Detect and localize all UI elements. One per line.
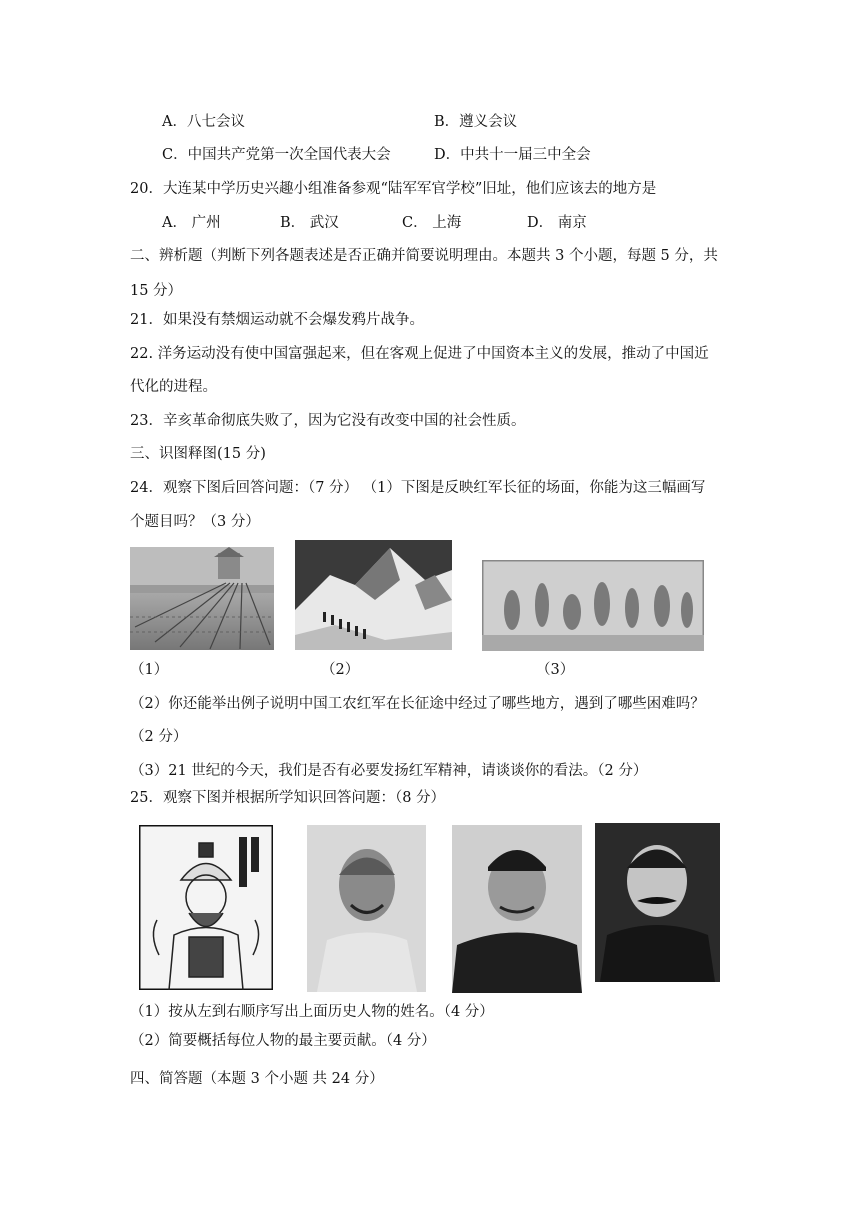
q24-text: 24．观察下图后回答问题：（7 分） （1）下图是反映红军长征的场面，你能为这三幅画写 — [130, 480, 706, 496]
q22-text-cont: 代化的进程。 — [130, 379, 217, 395]
q25-2-text: （2）简要概括每位人物的最主要贡献。（4 分） — [130, 1033, 436, 1049]
long-march-photo-snow-mountain — [295, 540, 452, 650]
long-march-photo-bridge — [130, 547, 274, 650]
q24-3-text: （3）21 世纪的今天，我们是否有必要发扬红军精神，请谈谈你的看法。（2 分） — [130, 763, 648, 779]
q20-option-c: C． 上海 — [402, 215, 462, 231]
q24-2-text: （2）你还能举出例子说明中国工农红军在长征途中经过了哪些地方，遇到了哪些困难吗？ — [130, 696, 705, 712]
section2-heading-cont: 15 分） — [130, 283, 183, 299]
section3-heading: 三、识图释图(15 分) — [130, 446, 266, 462]
q21-text: 21．如果没有禁烟运动就不会爆发鸦片战争。 — [130, 312, 424, 328]
q20-option-a: A． 广州 — [162, 215, 221, 231]
section4-heading: 四、简答题（本题 3 个小题 共 24 分） — [130, 1071, 384, 1087]
long-march-photo-grassland — [482, 560, 704, 651]
q19-option-d: D．中共十一届三中全会 — [434, 147, 591, 163]
q20-option-d: D． 南京 — [527, 215, 587, 231]
portrait-photo-man-2 — [452, 825, 582, 993]
q24-text-cont: 个题目吗？（3 分） — [130, 514, 260, 530]
portrait-drawing-official — [139, 825, 273, 990]
q19-option-a: A．八七会议 — [162, 114, 245, 130]
q19-option-b: B．遵义会议 — [434, 114, 518, 130]
q19-option-c: C．中国共产党第一次全国代表大会 — [162, 147, 391, 163]
portrait-photo-man-3 — [595, 823, 720, 982]
q25-1-text: （1）按从左到右顺序写出上面历史人物的姓名。（4 分） — [130, 1004, 494, 1020]
q20-option-b: B． 武汉 — [280, 215, 339, 231]
fig-label-1: （1） — [130, 662, 169, 678]
q20-stem: 20．大连某中学历史兴趣小组准备参观“陆军军官学校”旧址，他们应该去的地方是 — [130, 181, 657, 197]
q22-text: 22. 洋务运动没有使中国富强起来，但在客观上促进了中国资本主义的发展，推动了中国近 — [130, 346, 709, 362]
fig-label-3: （3） — [536, 662, 575, 678]
q23-text: 23．辛亥革命彻底失败了，因为它没有改变中国的社会性质。 — [130, 413, 526, 429]
fig-label-2: （2） — [321, 662, 360, 678]
q24-2-text-cont: （2 分） — [130, 729, 188, 745]
section2-heading: 二、辨析题（判断下列各题表述是否正确并简要说明理由。本题共 3 个小题，每题 5 分，共 — [130, 248, 718, 264]
portrait-photo-man-1 — [307, 825, 426, 992]
q25-text: 25．观察下图并根据所学知识回答问题：（8 分） — [130, 790, 446, 806]
